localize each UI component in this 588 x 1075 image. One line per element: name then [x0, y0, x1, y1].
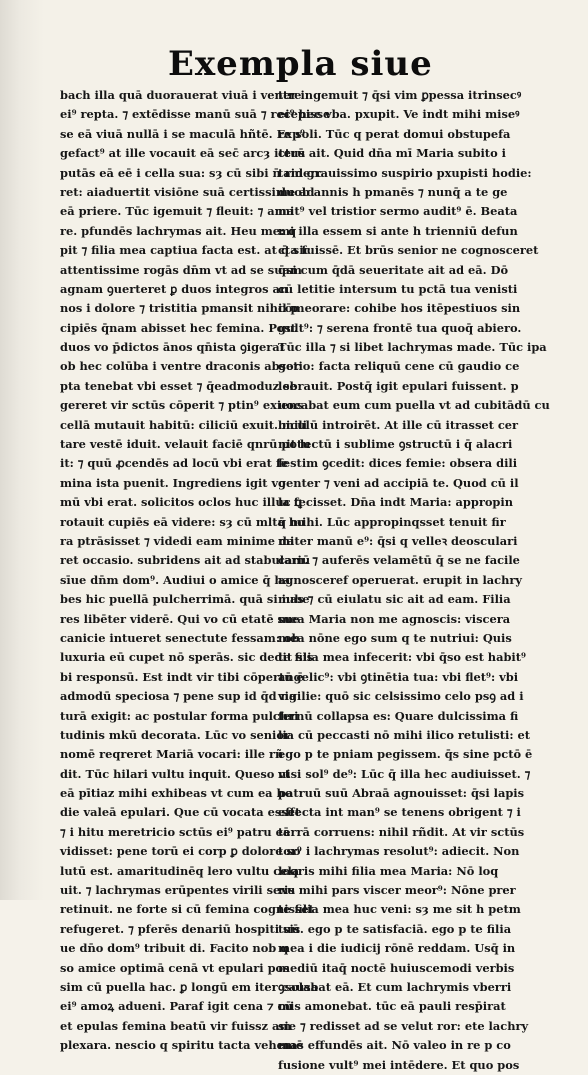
text-line: gereret vir sctūs cōperit ⁊ ptin⁹ exiens [60, 398, 304, 413]
text-line: vidisset: pene torū ei corp ꝑ dolore so [60, 844, 301, 859]
text-line: nomē reqreret Mariā vocari: ille rñ [60, 747, 284, 762]
text-line: Tūc illa ⁊ si libet lachrymas made. Tūc ipa [278, 340, 547, 355]
text-line: mi illa essem si ante h trienniū defun [278, 223, 518, 238]
text-line: ue dn̄o dom⁹ tribuit di. Facito nob q [60, 941, 289, 956]
text-line: turā exigit: ac postular forma pulchri [60, 708, 299, 723]
text-line: uocabat eum cum puella vt ad cubitādū cu [278, 398, 550, 413]
text-line: mediū itaq̄ noctē huiuscemodi verbis [278, 960, 515, 975]
text-line: gefact⁹ at ille vocauit eā sec̄ arcȝ iterū [60, 146, 306, 161]
text-line: re. pfundēs lachrymas ait. Heu me: q [60, 223, 297, 238]
text-line: tare vestē iduit. velauit faciē qnrū potu [60, 437, 311, 452]
text-line: sim cū puella hac. ꝑ longū em iter causa [60, 979, 319, 994]
text-line: plexara. nescio q spiritu tacta vehemē [60, 1038, 304, 1053]
text-line: tudinis mkū decorata. Lūc vo senior [60, 727, 290, 742]
text-line: ꝯsolabat eā. Et cum lachrymis vberri [278, 979, 512, 994]
text-line: bi responsū. Est indt vir tibi cōpertū ē [60, 669, 304, 684]
text-line: it: ⁊ quū ꝓcendēs ad locū vbi erat fe [60, 456, 289, 471]
text-line: fusione vult⁹ mei intēdere. Et quo pos [278, 1057, 520, 1072]
text-line: refugeret. ⁊ pferēs denariū hospiti sis [60, 921, 301, 936]
text-line: cipiēs q̄nam abisset hec femina. Post [60, 320, 296, 335]
text-line: tuū. ego p te satisfaciā. ego p te filia [278, 921, 512, 936]
text-line: se eā viuā nullā i se maculā hñtē. Exp⁹ [60, 126, 306, 141]
text-line: admodū speciosa ⁊ pene sup id q̄d na [60, 689, 297, 704]
text-line: re soli. Tūc q perat domui obstupefa [278, 126, 511, 141]
text-line: tor⁹ i lachrymas resolut⁹: adiecit. Non [278, 844, 520, 859]
text-line: cōmeorare: cohibe hos itēpestiuos sin [278, 301, 521, 316]
text-line: mit⁹ vel tristior sermo audit⁹ ē. Beata [278, 204, 518, 219]
text-line: die valeā epulari. Que cū vocata esset [60, 805, 301, 820]
text-line: patruū suū Abraā agnouisset: q̄si lapis [278, 786, 525, 801]
text-line: effecta int man⁹ se tenens obrigent ⁊ i [278, 805, 521, 820]
text-line: cam. ⁊ auferēs velamētū q̄ se ne facile [278, 553, 520, 568]
text-line: festim ꝯcedit: dices femie: obsera dili [278, 456, 518, 471]
text-line: tam grauissimo suspirio pxupisti hodie: [278, 165, 532, 180]
text-line: lutū est. amaritudinēq lero vultu cela [60, 863, 300, 878]
text-line: ris mihi pars viscer meor⁹: Nōne prer [278, 883, 516, 898]
right-text-column [278, 86, 550, 1075]
text-line: et epulas femina beatū vir fuissz am [60, 1018, 292, 1033]
text-line: genter ⁊ veni ad accipiā te. Quod cū il [278, 475, 519, 490]
text-line: q̄ mihi. Lūc appropinqsset tenuit fir [278, 514, 506, 529]
text-line: putās eā eē i cella sua: sȝ cū sibi n̄ riderc [60, 165, 324, 180]
text-line: mea nōne ego sum q te nutriui: Quis [278, 630, 512, 645]
text-line: nos i dolore ⁊ tristitia pmansit nihil p [60, 301, 299, 316]
text-line: eā pītiaz mihi exhibeas vt cum ea ho [60, 786, 293, 801]
text-line: ei⁹ repta. ⁊ extēdisse manū suā ⁊ recepisse [60, 107, 331, 122]
text-line: eā priere. Tūc igemuit ⁊ fleuit: ⁊ ama [60, 204, 295, 219]
text-line: bes hic puellā pulcherrimā. quā si iube [60, 592, 310, 607]
text-line: res libēter viderē. Qui vo cū etatē sue [60, 611, 300, 626]
text-line: uit. ⁊ lachrymas erūpentes virili sexu [60, 883, 296, 898]
text-line: sīue dn̄m dom⁹. Audiui o amice q̄ ha [60, 572, 291, 587]
text-line: pta tenebat vbi esset ⁊ q̄eadmoduz se [60, 378, 297, 393]
text-line: te filia mea huc veni: sȝ me sit h petm [278, 902, 521, 917]
text-line: vigilie: quō sic celsissimo celo psꝯ ad i [278, 689, 524, 704]
text-line: duos vo p̄dictos ānos qn̄ista ꝯigerat [60, 340, 285, 355]
text-line: so amice optimā cenā vt epulari pos [60, 960, 290, 975]
text-line: mū vbi erat. solicitos oclos huc illuc ꝗ [60, 495, 302, 510]
text-line: te filia mea infecerit: vbi q̄so est habit⁹ [278, 650, 527, 665]
text-line: la fecisset. Dn̄a indt Maria: appropin [278, 495, 514, 510]
text-line: ego p te pniam pegissem. q̄s sine pctō ē [278, 747, 533, 762]
text-line: q̄si cum q̄dā seueritate ait ad eā. Dō [278, 262, 509, 277]
text-line: mina ista puenit. Ingrediens igit vo [60, 475, 286, 490]
text-line: sie ⁊ redisset ad se velut ror: ete lachry [278, 1018, 529, 1033]
text-line: biculū introirēt. At ille cū itrasset cer [278, 417, 519, 432]
text-line: retinuit. ne forte si cū femina cognisset [60, 902, 314, 917]
text-line: ret occasio. subridens ait ad stabulariū [60, 553, 311, 568]
text-line: ctus ait. Quid dn̄a mī Maria subito i [278, 146, 506, 161]
text-line: ret: aiaduertit visiōne suā certissime ad [60, 184, 315, 199]
text-line: ⁊ i hitu meretricio sctūs ei⁹ patru eā [60, 824, 291, 839]
text-line: nit lectū i sublime ꝯstructū i q̄ alacri [278, 437, 513, 452]
text-line: getio: facta reliquū cene cū gaudio ce [278, 359, 520, 374]
text-line: attentissime rogās dn̄m vt ad se suam [60, 262, 302, 277]
text-line: ob hec colūba i ventre draconis absor [60, 359, 300, 374]
text-line: miter manū e⁹: q̄si q velleꝛ deosculari [278, 533, 518, 548]
left-text-column [60, 86, 331, 1056]
text-line: dit. Tūc hilari vultu inquit. Queso vt [60, 766, 291, 781]
text-line: nisi sol⁹ de⁹: Lūc q̄ illa hec audiuisset. ⁊ [278, 766, 531, 781]
text-line: cū letitie intersum tu pctā tua venisti [278, 281, 518, 296]
text-line: mea i die iudicij rōnē reddam. Usq̄ in [278, 941, 516, 956]
text-line: agnam ꝯuerteret ꝑ duos integros an [60, 281, 289, 296]
text-line: fernū collapsa es: Quare dulcissima fi [278, 708, 519, 723]
text-line: canicie intueret senectute fessam: ob [60, 630, 300, 645]
text-line: mas effundēs ait. Nō valeo in re p co [278, 1038, 511, 1053]
text-line: ter ingemuit ⁊ q̄si vim ꝑpessa itrinsecꝰ [278, 88, 522, 102]
text-line: cellā mutauit habitū: ciliciū exuit. mili [60, 417, 307, 432]
text-line: luxuria eū cupet nō sperās. sic dedit sis [60, 650, 314, 665]
text-line: ei⁹ amoꝝ adueni. Paraf igit cena ⁊ cū [60, 999, 293, 1014]
text-line: pit ⁊ filia mea captiua facta est. at q̄ sic [60, 243, 311, 258]
text-line: angelic⁹: vbi ꝯtinētia tua: vbi flet⁹: vbi [278, 669, 519, 684]
text-line: duob annis h pmanēs ⁊ nunq̄ a te ge [278, 184, 508, 199]
text-line: mea Maria non me agnoscis: viscera [278, 611, 511, 626]
text-line: agnosceref operuerat. erupit in lachry [278, 572, 523, 587]
text-line: terrā corruens: nihil rñdit. At vir sctūs [278, 824, 525, 839]
binding-shadow [0, 0, 44, 900]
text-line: ra ptrāsisset ⁊ videdi eam minime da [60, 533, 295, 548]
text-line: rotauit cupiēs eā videre: sȝ cū mlta ho [60, 514, 305, 529]
text-line: lebrauit. Postq̄ igit epulari fuissent. p [278, 378, 519, 393]
text-line: mas ⁊ cū eiulatu sic ait ad eam. Filia [278, 592, 511, 607]
page-heading: Exempla siue [168, 44, 433, 84]
text-line: mis amonebat. tūc eā pauli resp̄irat [278, 999, 506, 1014]
text-line: lia cū peccasti nō mihi ilico retulisti: et [278, 727, 531, 742]
text-line: loqris mihi filia mea Maria: Nō loq [278, 863, 499, 878]
text-line: bach illa quā duorauerat viuā i ventre [60, 88, 302, 102]
text-line: ei⁹ hec vba. pxupit. Ve indt mihi miseꝰ [278, 107, 520, 122]
text-line: cta fuissē. Et brūs senior ne cognosceret [278, 243, 539, 258]
text-line: gult⁹: ⁊ serena frontē tua quoq̄ abiero. [278, 320, 522, 335]
